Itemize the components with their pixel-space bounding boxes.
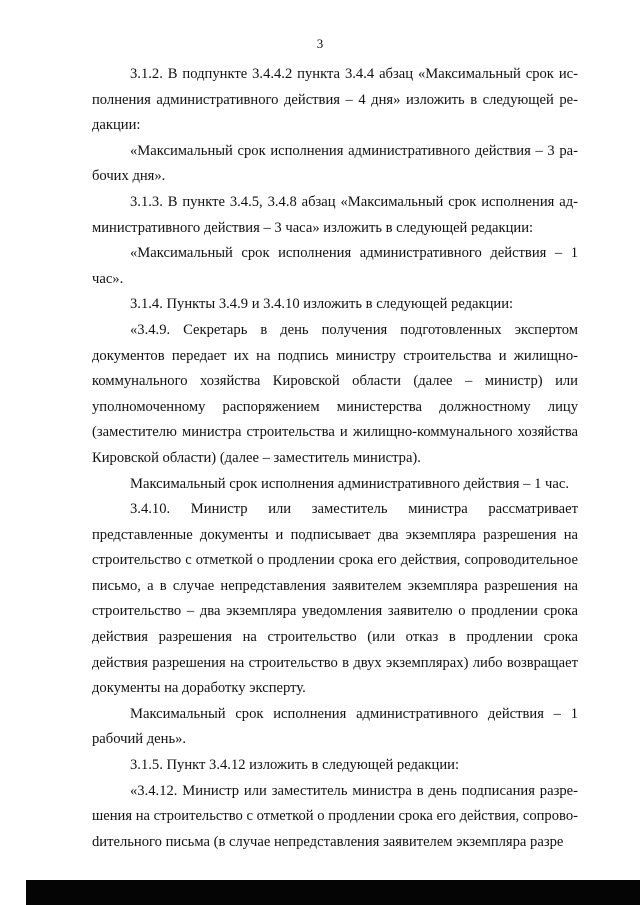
paragraph-3-4-10: 3.4.10. Министр или заместитель министра рассматривает представленные документы и подписывает два экземпляра разрешения на строительство с отметкой о продлении срока его действия, сопроводительное письмо, а в случае непредставления заявителем экземпляра разрешения на строительство – два экземпляра уведомления заявителю о продлении срока действия разрешения на строительство (или отказ в продлении срока действия разрешения на строительство в двух экземплярах) либо возвращает документы на доработку эксперту.: [92, 501, 578, 697]
paragraph-3-4-12: «3.4.12. Министр или заместитель министра в день подписания разрешения на строительство с отметкой о продлении срока его действия, сопровоdительного письма (в случае непредставления заявителем экземпляра разре: [92, 782, 578, 850]
paragraph-3-1-2: 3.1.2. В подпункте 3.4.4.2 пункта 3.4.4 абзац «Максимальный срок исполнения административного действия – 4 дня» изложить в следующей редакции:: [92, 66, 578, 134]
paragraph-3-1-3-quote: «Максимальный срок исполнения административного действия – 1 час».: [92, 245, 578, 287]
document-body: [92, 62, 578, 855]
page-number: 3: [316, 36, 324, 51]
paragraph-3-4-9-deadline: Максимальный срок исполнения административного действия – 1 час.: [130, 475, 569, 492]
paragraph-3-1-3: 3.1.3. В пункте 3.4.5, 3.4.8 абзац «Максимальный срок исполнения административного действия – 3 часа» изложить в следующей редакции:: [92, 193, 578, 236]
paragraph-3-1-4: 3.1.4. Пункты 3.4.9 и 3.4.10 изложить в следующей редакции:: [130, 296, 514, 313]
paragraph-3-1-2-quote: «Максимальный срок исполнения административного действия – 3 рабочих дня».: [92, 142, 578, 185]
scan-edge-bar: [26, 880, 640, 905]
paragraph-3-4-9: «3.4.9. Секретарь в день получения подготовленных экспертом документов передает их на подпись министру строительства и жилищно-коммунального хозяйства Кировской области (далее – министр) или уполномоченному распоряжением министерства должностному лицу (заместителю министра строительства и жилищно-коммунального хозяйства Кировской области) (далее – заместитель министра).: [92, 321, 578, 466]
paragraph-3-4-10-deadline: Максимальный срок исполнения административного действия – 1 рабочий день».: [92, 705, 578, 748]
paragraph-3-1-5: 3.1.5. Пункт 3.4.12 изложить в следующей редакции:: [130, 757, 459, 774]
